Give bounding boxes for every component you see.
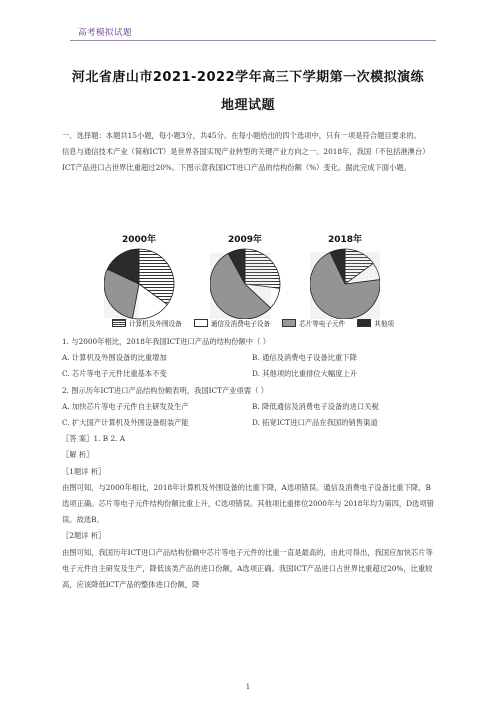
questions-block — [62, 334, 436, 593]
q1-option-c: C. 芯片等电子元件比重基本不变 — [62, 369, 167, 379]
analysis-label: 〖解 析〗 — [62, 450, 94, 460]
material-text: 信息与通信技术产业（简称ICT）是世界各国实现产业转型的关键产业方向之一。2018年，我国（不包括港澳台）ICT产品进口占世界比重超过20%。下图示意我国ICT进口产品的结构份额（%）变化。据此完成下面小题。 — [62, 147, 430, 173]
legend-item-communication: 通信及消费电子设备 — [194, 318, 270, 328]
q2-option-a: A. 加快芯片等电子元件自主研发及生产 — [62, 401, 189, 411]
pie-title-2000: 2000年 — [121, 235, 157, 245]
legend-item-computer: 计算机及外围设备 — [112, 318, 182, 328]
header-divider — [70, 40, 436, 41]
page-subtitle: 地理试题 — [220, 98, 275, 113]
intro-block — [62, 128, 436, 177]
legend-swatch-dark — [357, 319, 371, 327]
pie-slice-计算机及外围设备 — [245, 249, 280, 288]
pie-2009年 — [210, 249, 280, 319]
header-label: 高考模拟试题 — [78, 28, 133, 38]
page-title: 河北省唐山市2021-2022学年高三下学期第一次模拟演练 — [71, 70, 425, 85]
answer-line: 〖答 案〗1. B 2. A — [62, 434, 126, 444]
q1-options-row1 — [62, 350, 436, 366]
legend-swatch-white — [194, 319, 208, 327]
section-intro: 一、选择题：本题共15小题，每小题3分，共45分。在每小题给出的四个选项中，只有一项是符合题目要求的。 — [62, 131, 421, 140]
pie-2000年 — [104, 249, 174, 319]
q2-option-c: C. 扩大国产计算机及外围设备组装产能 — [62, 418, 189, 428]
q2-option-d: D. 拓宽ICT进口产品在我国的销售渠道 — [252, 418, 378, 428]
q1-analysis-label: 〖1题详 析〗 — [62, 466, 106, 476]
q2-analysis: 由图可知，我国历年ICT进口产品结构份额中芯片等电子元件的比重一直是最高的，由此可得出，我国应加快芯片等电子元件自主研发及生产，降低该类产品的进口份额，A选项正确。我国ICT产品进口占世界比重超过20%，比重较高，应该降低ICT产品的整体进口份额，降 — [62, 547, 433, 590]
page-number: 1 — [245, 683, 251, 691]
q2-options-row1 — [62, 399, 436, 415]
pie-2018年 — [310, 249, 380, 319]
q1-option-d: D. 其他项的比重排位大幅度上升 — [252, 369, 358, 379]
q2-stem: 2. 图示历年ICT进口产品结构份额表明，我国ICT产业亟需（ ） — [62, 385, 269, 395]
q1-analysis: 由图可知，与2000年相比，2018年计算机及外围设备的比重下降，A选项错误。通信及消费电子设备比重下降，B选项正确。芯片等电子元件结构份额比重上升，C选项错误。其他项比重排位2000年与 2018年均为第四，D选项错误。故选B。 — [62, 482, 434, 525]
q2-option-b: B. 降低通信及消费电子设备的进口关税 — [252, 401, 379, 411]
legend-item-other: 其他项 — [357, 318, 394, 328]
legend-swatch-hatch — [112, 319, 126, 327]
pie-title-2009: 2009年 — [227, 235, 263, 245]
q1-options-row2 — [62, 366, 436, 382]
legend-item-chip: 芯片等电子元件 — [282, 318, 345, 328]
q2-options-row2 — [62, 415, 436, 431]
pie-charts-svg — [104, 232, 404, 322]
q1-option-a: A. 计算机及外围设备的比重增加 — [62, 353, 167, 363]
q1-stem: 1. 与2000年相比，2018年我国ICT进口产品的结构份额中（ ） — [62, 337, 271, 346]
q1-option-b: B. 通信及消费电子设备比重下降 — [252, 353, 357, 363]
legend-swatch-gray — [282, 319, 296, 327]
chart-legend — [112, 318, 395, 328]
pie-title-2018: 2018年 — [327, 235, 363, 245]
q2-analysis-label: 〖2题详 析〗 — [62, 531, 106, 541]
